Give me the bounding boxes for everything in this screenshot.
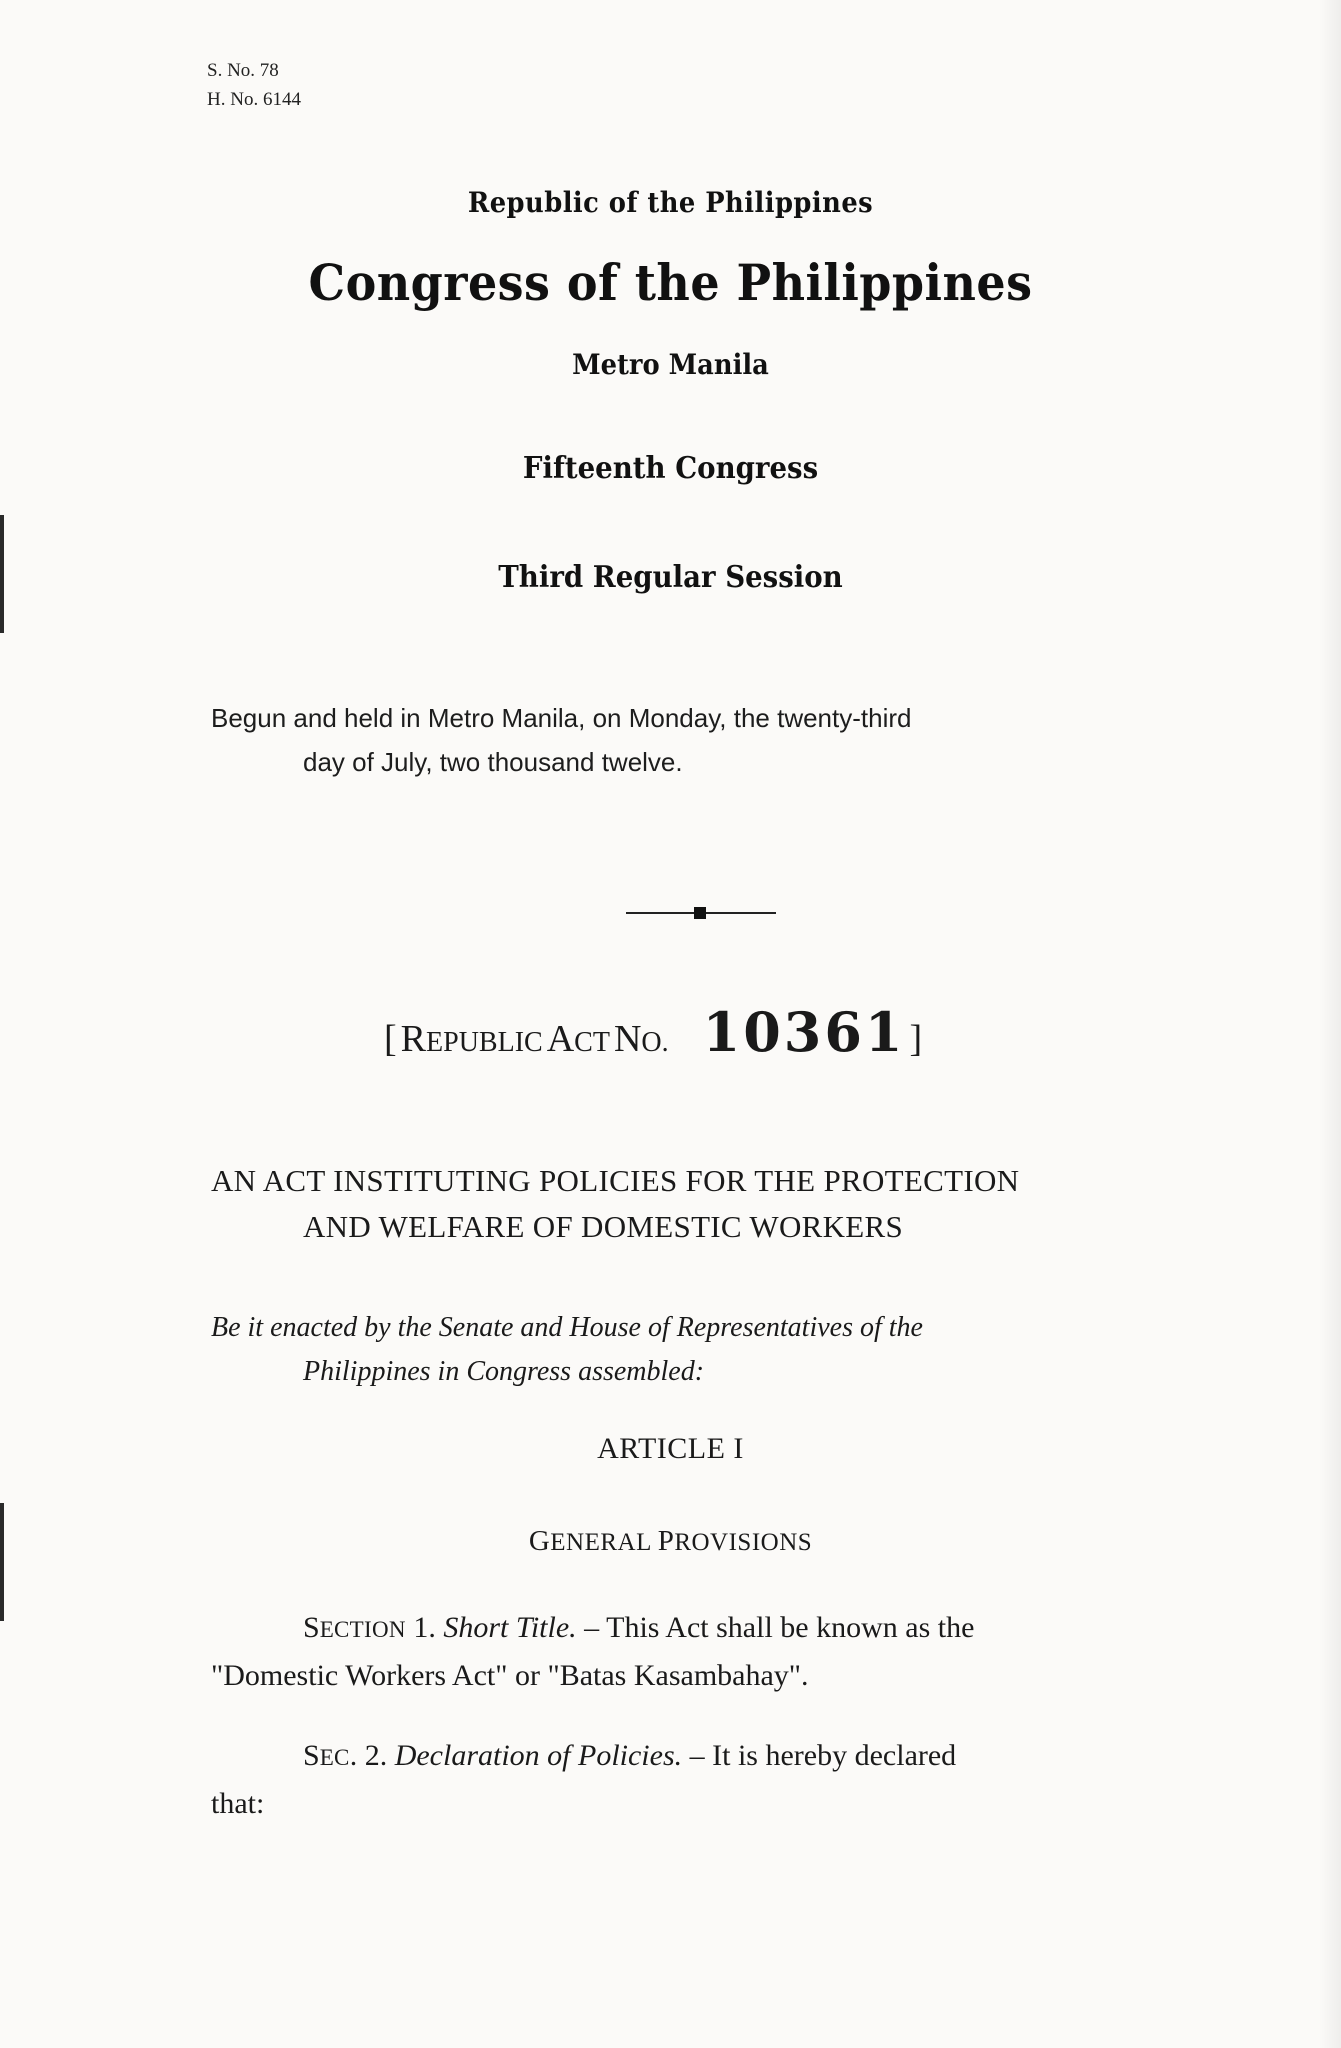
section-2-line-1: SEC. 2. Declaration of Policies. – It is hereby declared [303,1739,957,1772]
section-1 [211,1605,1211,1699]
begun-line-1: Begun and held in Metro Manila, on Monday, the twenty-third [211,703,912,733]
act-number: 10361 [702,1000,906,1064]
begun-line-2: day of July, two thousand twelve. [303,747,683,777]
page-edge-shadow [1319,0,1341,2048]
location-heading: Metro Manila [572,348,769,381]
article-heading: ARTICLE I [597,1432,744,1465]
article-subheading: GENERAL PROVISIONS [528,1525,813,1557]
bill-numbers [207,56,301,114]
binding-mark [0,1503,4,1621]
act-title-line-2: AND WELFARE OF DOMESTIC WORKERS [303,1209,904,1244]
act-title [211,1158,1211,1250]
enacting-line-2: Philippines in Congress assembled: [303,1356,705,1387]
congress-heading: Congress of the Philippines [308,253,1033,312]
enacting-clause [211,1306,1211,1394]
section-2 [211,1733,1211,1827]
section-1-line-1: SECTION 1. Short Title. – This Act shall be known as the [303,1611,975,1644]
section-2-title: Declaration of Policies. [394,1739,683,1772]
section-1-title: Short Title. [443,1611,577,1644]
divider-ornament [626,905,776,921]
senate-bill-number: S. No. 78 [207,60,279,81]
house-bill-number: H. No. 6144 [207,89,301,110]
begun-statement [211,696,1201,784]
section-1-line-2: "Domestic Workers Act" or "Batas Kasambahay". [211,1659,809,1692]
enacting-line-1: Be it enacted by the Senate and House of Representatives of the [211,1312,923,1343]
section-2-line-2: that: [211,1787,265,1820]
congress-number-heading: Fifteenth Congress [522,451,819,486]
binding-mark [0,515,4,633]
session-heading: Third Regular Session [498,560,843,595]
act-title-line-1: AN ACT INSTITUTING POLICIES FOR THE PROTECTION [211,1163,1020,1198]
republic-act-number: [ REPUBLIC ACT NO. 10361 ] [384,1000,923,1064]
republic-heading: Republic of the Philippines [467,186,874,219]
